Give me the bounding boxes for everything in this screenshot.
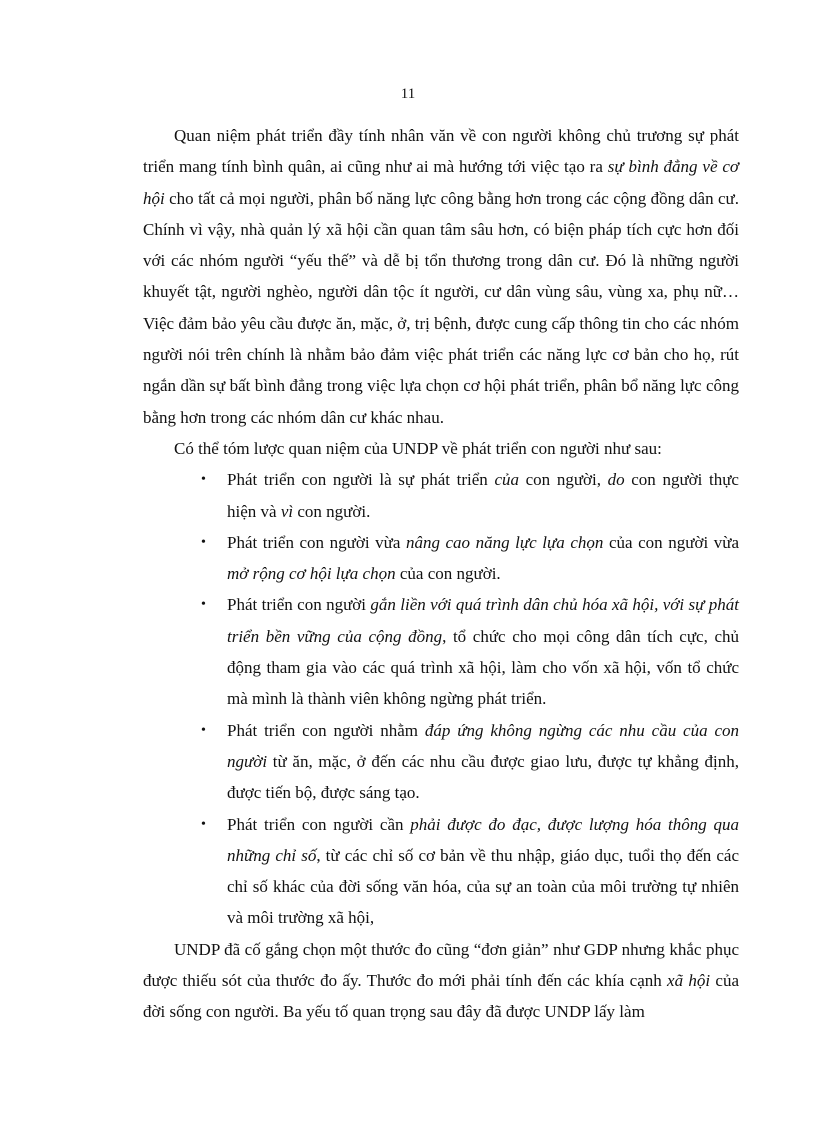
bullet-list bbox=[143, 464, 739, 933]
page-number: 11 bbox=[400, 86, 416, 102]
text-run: Phát triển con người vừa bbox=[227, 532, 406, 552]
text-run: từ ăn, mặc, ở đến các nhu cầu được giao lưu, được tự khẳng định, được tiến bộ, được sáng tạo. bbox=[227, 751, 739, 803]
paragraph-equal-opportunity bbox=[143, 120, 739, 433]
italic-run: của bbox=[494, 470, 519, 490]
text-run: cho tất cả mọi người, phân bố năng lực công bằng hơn trong các cộng đồng dân cư. Chính vì vậy, nhà quản lý xã hội cần quan tâm sâu hơn, có biện pháp tích cực hơn đối với các nhóm người “yếu thế” và dễ bị tổn thương trong dân cư. Đó là những người khuyết tật, người nghèo, người dân tộc ít người, cư dân vùng sâu, vùng xa, phụ nữ… Việc đảm bảo yêu cầu được ăn, mặc, ở, trị bệnh, được cung cấp thông tin cho các nhóm người nói trên chính là nhằm bảo đảm việc phát triển các năng lực cơ bản cho họ, rút ngắn dần sự bất bình đẳng trong việc lựa chọn cơ hội phát triển, phân bổ năng lực công bằng hơn trong các nhóm dân cư khác nhau. bbox=[143, 188, 739, 427]
text-run: con người. bbox=[293, 501, 371, 521]
page-body bbox=[143, 120, 739, 1028]
bullet-icon: • bbox=[201, 472, 206, 488]
italic-run: do bbox=[607, 470, 625, 490]
paragraph-undp-summary-intro: Có thể tóm lược quan niệm của UNDP về phát triển con người như sau: bbox=[174, 438, 662, 458]
text-run: Phát triển con người cần bbox=[227, 814, 411, 834]
italic-run: đáp ứng không ngừng các nhu cầu của con người bbox=[227, 720, 739, 771]
list-item bbox=[143, 809, 739, 934]
text-run: của con người. bbox=[395, 564, 501, 584]
bullet-icon: • bbox=[201, 534, 206, 550]
italic-run: vì bbox=[280, 501, 294, 521]
list-item bbox=[143, 589, 739, 714]
text-run: Phát triển con người nhằm bbox=[227, 720, 425, 740]
list-item bbox=[143, 464, 739, 527]
text-run: Phát triển con người là sự phát triển bbox=[227, 470, 495, 490]
italic-run: sự bình đẳng về cơ hội bbox=[143, 157, 739, 208]
text-run: , tổ chức cho mọi công dân tích cực, chủ động tham gia vào các quá trình xã hội, làm cho vốn xã hội, vốn tổ chức mà mình là thành viên không ngừng phát triển. bbox=[227, 626, 740, 709]
text-run: con người thực hiện và bbox=[227, 470, 739, 521]
text-run: con người, bbox=[519, 470, 608, 490]
italic-run: mở rộng cơ hội lựa chọn bbox=[227, 564, 396, 584]
text-run: Quan niệm phát triển đầy tính nhân văn về con người không chủ trương sự phát triển mang tính bình quân, ai cũng như ai mà hướng tới việc tạo ra bbox=[143, 126, 739, 177]
text-run: , từ các chỉ số cơ bản về thu nhập, giáo dục, tuổi thọ đến các chỉ số khác của đời sống văn hóa, của sự an toàn của môi trường tự nhiên và môi trường xã hội, bbox=[227, 845, 739, 928]
list-item bbox=[143, 715, 739, 809]
text-run: của con người vừa bbox=[603, 532, 739, 552]
italic-run: nâng cao năng lực lựa chọn bbox=[405, 532, 604, 552]
italic-run: gắn liền với quá trình dân chủ hóa xã hội, với sự phát triển bền vững của cộng đồng bbox=[227, 595, 739, 646]
italic-run: xã hội bbox=[667, 971, 711, 991]
italic-run: phải được đo đạc, được lượng hóa thông qua những chỉ số bbox=[227, 814, 739, 865]
text-run: của đời sống con người. Ba yếu tố quan trọng sau đây đã được UNDP lấy làm bbox=[143, 971, 739, 1022]
bullet-icon: • bbox=[201, 597, 206, 613]
text-run: UNDP đã cố gắng chọn một thước đo cũng “đơn giản” như GDP nhưng khắc phục được thiếu sót của thước đo ấy. Thước đo mới phải tính đến các khía cạnh bbox=[143, 939, 739, 991]
bullet-icon: • bbox=[201, 816, 206, 832]
paragraph-undp-measure bbox=[143, 934, 739, 1028]
bullet-icon: • bbox=[201, 722, 206, 738]
text-run: Phát triển con người bbox=[227, 595, 371, 615]
list-item bbox=[143, 527, 739, 590]
